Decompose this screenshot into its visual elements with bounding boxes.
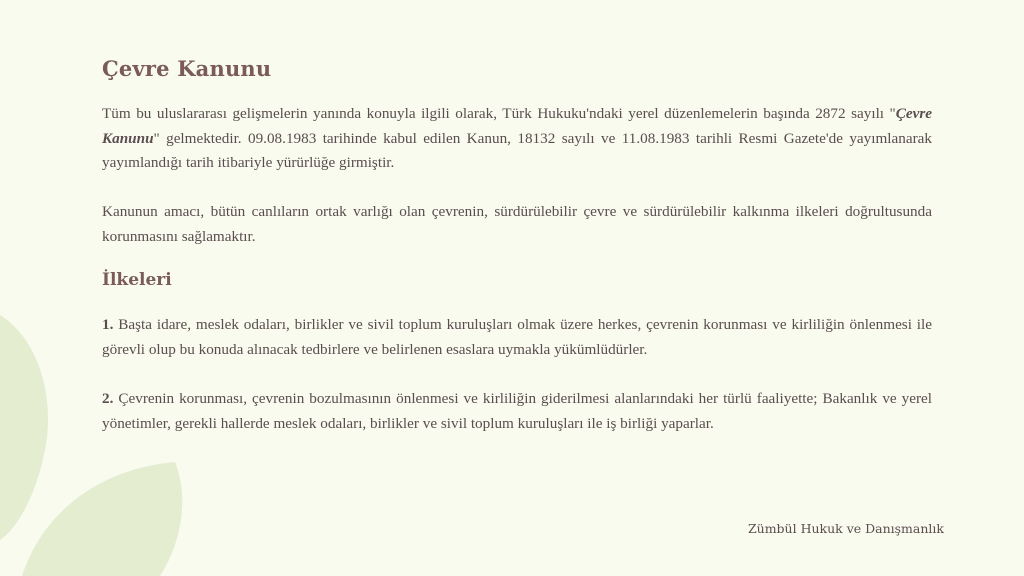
intro-paragraph (102, 102, 932, 176)
leaf-shape-upper (0, 315, 48, 540)
intro-text-part1: Tüm bu uluslararası gelişmelerin yanında konuyla ilgili olarak, Türk Hukuku'ndaki yerel düzenlemelerin başında 2872 sayılı " (102, 105, 896, 122)
leaf-shape-lower (22, 462, 182, 576)
law-name: Çevre Kanunu (102, 105, 932, 147)
principle-number: 2. (102, 390, 114, 407)
principle-item (102, 387, 932, 436)
principle-text: Başta idare, meslek odaları, birlikler ve sivil toplum kuruluşları olmak üzere herkes, çevrenin korunması ve kirliliğin önlenmesi ile görevli olup bu konuda alınacak tedbirlere ve belirlenen esaslara uymakla yükümlüdürler. (102, 316, 932, 358)
principle-item (102, 313, 932, 362)
purpose-paragraph: Kanunun amacı, bütün canlıların ortak varlığı olan çevrenin, sürdürülebilir çevre ve sürdürülebilir kalkınma ilkeleri doğrultusunda korunmasını sağlamaktır. (102, 203, 932, 245)
principle-text: Çevrenin korunması, çevrenin bozulmasının önlenmesi ve kirliliğin giderilmesi alanlarındaki her türlü faaliyette; Bakanlık ve yerel yönetimler, gerekli hallerde meslek odaları, birlikler ve sivil toplum kuruluşları ile iş birliği yaparlar. (102, 390, 933, 432)
footer-firm-name: Zümbül Hukuk ve Danışmanlık (747, 521, 944, 536)
page-title: Çevre Kanunu (102, 56, 272, 81)
principles-heading: İlkeleri (102, 270, 172, 290)
intro-text-part2: " gelmektedir. 09.08.1983 tarihinde kabul edilen Kanun, 18132 sayılı ve 11.08.1983 tarihli Resmi Gazete'de yayımlanarak yayımlandığı tarih itibariyle yürürlüğe girmiştir. (102, 129, 932, 171)
principle-number: 1. (102, 316, 114, 333)
